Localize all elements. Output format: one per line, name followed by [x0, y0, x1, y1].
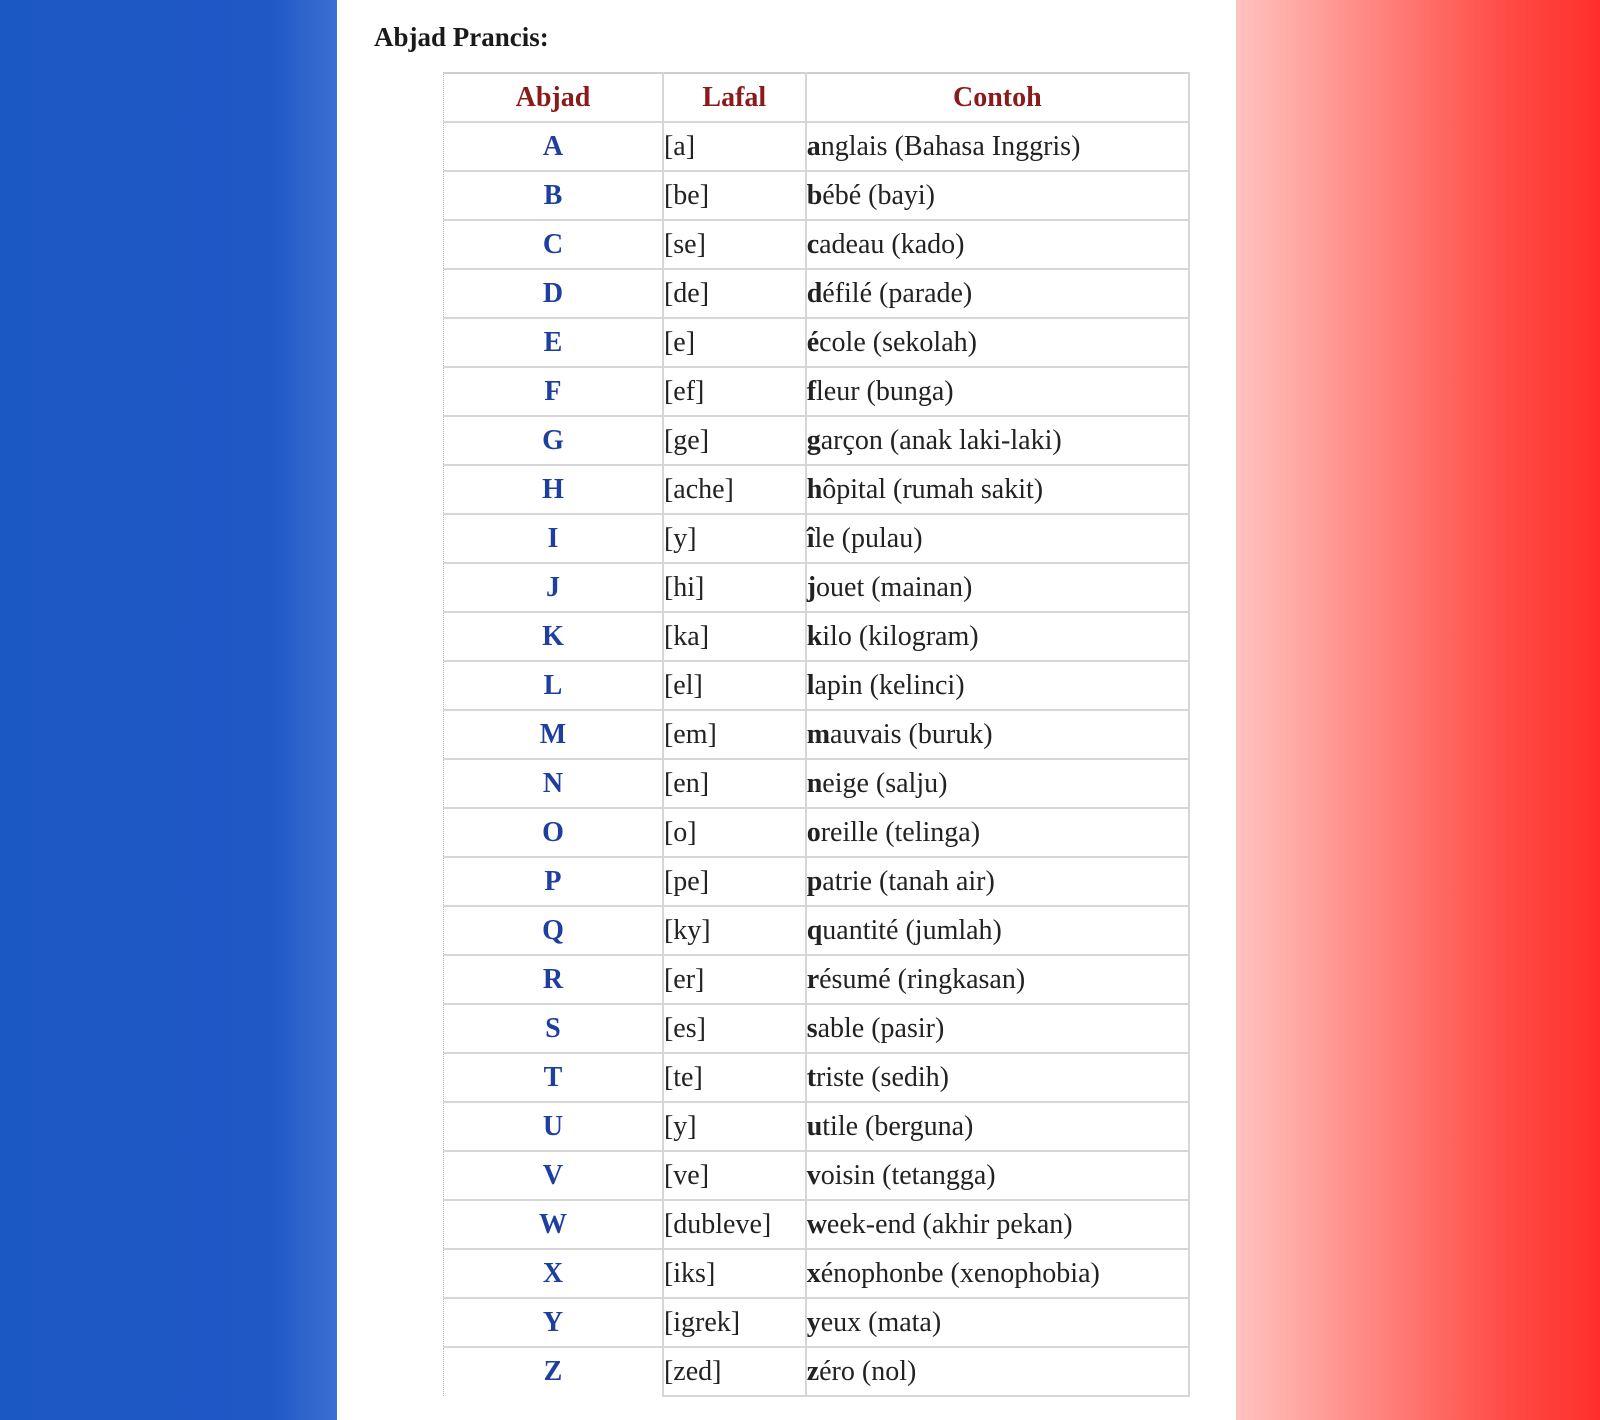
example-rest: able (pasir) — [817, 1012, 945, 1044]
table-row — [444, 367, 1190, 416]
example-initial: f — [806, 375, 817, 407]
example-initial: n — [806, 767, 823, 799]
example-initial: p — [806, 865, 823, 897]
pronunciation-cell: [o] — [663, 808, 806, 857]
example-cell — [806, 857, 1189, 906]
flag-blue-band — [0, 0, 337, 1420]
example-initial: l — [806, 669, 815, 701]
example-initial: a — [806, 130, 821, 162]
letter-cell: D — [444, 269, 663, 318]
example-initial: x — [806, 1257, 821, 1289]
letter-cell: Y — [444, 1298, 663, 1347]
example-cell — [806, 612, 1189, 661]
table-row — [444, 808, 1190, 857]
example-rest: éfilé (parade) — [822, 277, 973, 309]
example-rest: énophonbe (xenophobia) — [820, 1257, 1100, 1289]
letter-cell: U — [444, 1102, 663, 1151]
pronunciation-cell: [ve] — [663, 1151, 806, 1200]
pronunciation-cell: [ka] — [663, 612, 806, 661]
example-cell — [806, 416, 1189, 465]
pronunciation-cell: [y] — [663, 1102, 806, 1151]
table-row — [444, 612, 1190, 661]
example-rest: riste (sedih) — [816, 1061, 949, 1093]
pronunciation-cell: [er] — [663, 955, 806, 1004]
letter-cell: B — [444, 171, 663, 220]
example-rest: eux (mata) — [820, 1306, 942, 1338]
letter-cell: A — [444, 122, 663, 171]
letter-cell: W — [444, 1200, 663, 1249]
pronunciation-cell: [a] — [663, 122, 806, 171]
example-rest: le (pulau) — [814, 522, 923, 554]
example-rest: leur (bunga) — [816, 375, 954, 407]
example-initial: s — [806, 1012, 818, 1044]
example-rest: apin (kelinci) — [814, 669, 965, 701]
example-rest: adeau (kado) — [819, 228, 965, 260]
letter-cell: M — [444, 710, 663, 759]
letter-cell: L — [444, 661, 663, 710]
example-cell — [806, 1004, 1189, 1053]
example-initial: h — [806, 473, 823, 505]
letter-cell: H — [444, 465, 663, 514]
table-row — [444, 1347, 1190, 1396]
example-initial: k — [806, 620, 823, 652]
table-row — [444, 318, 1190, 367]
table-row — [444, 661, 1190, 710]
pronunciation-cell: [ge] — [663, 416, 806, 465]
letter-cell: X — [444, 1249, 663, 1298]
pronunciation-cell: [ache] — [663, 465, 806, 514]
example-cell — [806, 514, 1189, 563]
letter-cell: F — [444, 367, 663, 416]
example-cell — [806, 1053, 1189, 1102]
pronunciation-cell: [iks] — [663, 1249, 806, 1298]
example-cell — [806, 1102, 1189, 1151]
example-cell — [806, 710, 1189, 759]
pronunciation-cell: [be] — [663, 171, 806, 220]
example-initial: o — [806, 816, 821, 848]
example-rest: eek-end (akhir pekan) — [826, 1208, 1073, 1240]
example-rest: ouet (mainan) — [816, 571, 973, 603]
pronunciation-cell: [em] — [663, 710, 806, 759]
letter-cell: V — [444, 1151, 663, 1200]
example-rest: oisin (tetangga) — [820, 1159, 996, 1191]
table-body — [444, 122, 1190, 1396]
example-cell — [806, 1298, 1189, 1347]
example-rest: ilo (kilogram) — [822, 620, 979, 652]
letter-cell: I — [444, 514, 663, 563]
pronunciation-cell: [de] — [663, 269, 806, 318]
table-row — [444, 1200, 1190, 1249]
header-contoh: Contoh — [806, 73, 1189, 122]
letter-cell: T — [444, 1053, 663, 1102]
example-cell — [806, 1200, 1189, 1249]
example-initial: é — [806, 326, 820, 358]
letter-cell: K — [444, 612, 663, 661]
pronunciation-cell: [y] — [663, 514, 806, 563]
example-cell — [806, 1249, 1189, 1298]
table-row — [444, 269, 1190, 318]
page-title: Abjad Prancis: — [374, 22, 549, 52]
letter-cell: J — [444, 563, 663, 612]
pronunciation-cell: [pe] — [663, 857, 806, 906]
table-row — [444, 955, 1190, 1004]
pronunciation-cell: [igrek] — [663, 1298, 806, 1347]
example-rest: nglais (Bahasa Inggris) — [820, 130, 1081, 162]
letter-cell: N — [444, 759, 663, 808]
pronunciation-cell: [hi] — [663, 563, 806, 612]
letter-cell: C — [444, 220, 663, 269]
example-initial: z — [806, 1355, 820, 1387]
pronunciation-cell: [es] — [663, 1004, 806, 1053]
example-cell — [806, 1347, 1189, 1396]
header-lafal: Lafal — [663, 73, 806, 122]
pronunciation-cell: [e] — [663, 318, 806, 367]
example-rest: ésumé (ringkasan) — [819, 963, 1026, 995]
example-rest: ébé (bayi) — [822, 179, 935, 211]
example-initial: u — [806, 1110, 823, 1142]
example-cell — [806, 220, 1189, 269]
example-rest: tile (berguna) — [822, 1110, 974, 1142]
example-cell — [806, 269, 1189, 318]
table-row — [444, 563, 1190, 612]
flag-red-band — [1236, 0, 1600, 1420]
pronunciation-cell: [dubleve] — [663, 1200, 806, 1249]
example-cell — [806, 661, 1189, 710]
example-cell — [806, 906, 1189, 955]
table-row — [444, 1053, 1190, 1102]
example-cell — [806, 318, 1189, 367]
example-initial: î — [806, 522, 815, 554]
table-row — [444, 1298, 1190, 1347]
table-row — [444, 1151, 1190, 1200]
example-initial: m — [806, 718, 831, 750]
header-abjad: Abjad — [444, 73, 663, 122]
table-row — [444, 220, 1190, 269]
example-initial: t — [806, 1061, 817, 1093]
example-cell — [806, 563, 1189, 612]
example-rest: éro (nol) — [819, 1355, 917, 1387]
letter-cell: S — [444, 1004, 663, 1053]
letter-cell: O — [444, 808, 663, 857]
example-rest: arçon (anak laki-laki) — [820, 424, 1062, 456]
example-cell — [806, 367, 1189, 416]
example-initial: v — [806, 1159, 821, 1191]
letter-cell: Z — [444, 1347, 663, 1396]
pronunciation-cell: [en] — [663, 759, 806, 808]
example-initial: q — [806, 914, 823, 946]
example-initial: w — [806, 1208, 827, 1240]
table-row — [444, 171, 1190, 220]
pronunciation-cell: [el] — [663, 661, 806, 710]
table-row — [444, 906, 1190, 955]
table-row — [444, 122, 1190, 171]
example-rest: ôpital (rumah sakit) — [822, 473, 1044, 505]
example-initial: d — [806, 277, 823, 309]
example-initial: y — [806, 1306, 821, 1338]
example-cell — [806, 1151, 1189, 1200]
example-rest: uantité (jumlah) — [822, 914, 1002, 946]
example-initial: j — [806, 571, 817, 603]
table-row — [444, 1004, 1190, 1053]
example-rest: reille (telinga) — [820, 816, 981, 848]
example-rest: atrie (tanah air) — [822, 865, 995, 897]
alphabet-table — [443, 72, 1190, 1397]
example-initial: b — [806, 179, 823, 211]
example-cell — [806, 759, 1189, 808]
example-cell — [806, 171, 1189, 220]
table-row — [444, 1249, 1190, 1298]
example-cell — [806, 465, 1189, 514]
example-rest: cole (sekolah) — [819, 326, 977, 358]
letter-cell: Q — [444, 906, 663, 955]
letter-cell: E — [444, 318, 663, 367]
table-row — [444, 514, 1190, 563]
table-row — [444, 857, 1190, 906]
pronunciation-cell: [se] — [663, 220, 806, 269]
pronunciation-cell: [ky] — [663, 906, 806, 955]
table-row — [444, 416, 1190, 465]
pronunciation-cell: [zed] — [663, 1347, 806, 1396]
table-row — [444, 1102, 1190, 1151]
table-row — [444, 710, 1190, 759]
table-row — [444, 465, 1190, 514]
table-header-row — [444, 73, 1190, 122]
example-rest: auvais (buruk) — [830, 718, 993, 750]
letter-cell: P — [444, 857, 663, 906]
example-cell — [806, 122, 1189, 171]
example-rest: eige (salju) — [822, 767, 948, 799]
example-initial: g — [806, 424, 821, 456]
pronunciation-cell: [te] — [663, 1053, 806, 1102]
example-initial: r — [806, 963, 820, 995]
letter-cell: R — [444, 955, 663, 1004]
letter-cell: G — [444, 416, 663, 465]
example-cell — [806, 955, 1189, 1004]
table-row — [444, 759, 1190, 808]
pronunciation-cell: [ef] — [663, 367, 806, 416]
example-initial: c — [806, 228, 820, 260]
example-cell — [806, 808, 1189, 857]
